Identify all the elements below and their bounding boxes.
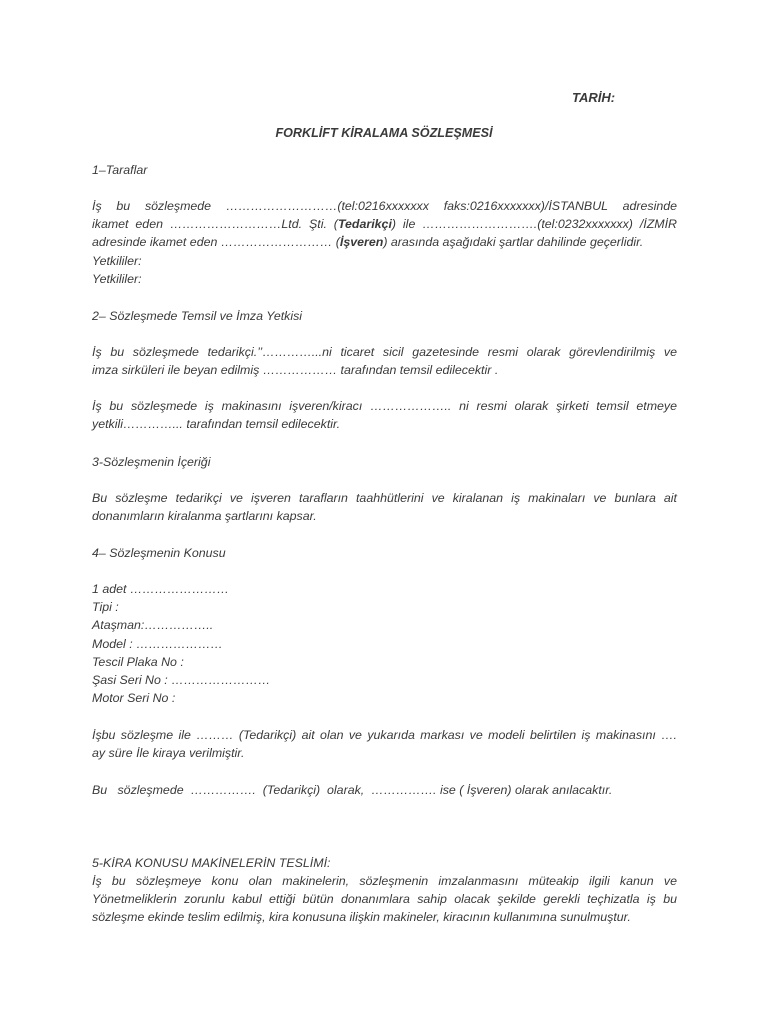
machine-detail-item: Model : ………………… [92, 636, 223, 651]
paragraph-line: İşbu sözleşme ile ……… (Tedarikçi) ait olan ve yukarıda markası ve modeli belirtilen iş makinasını …. [92, 728, 677, 742]
paragraph-line: ay süre İle kiraya verilmiştir. [92, 746, 245, 761]
section-2-heading: 2– Sözleşmede Temsil ve İmza Yetkisi [92, 309, 303, 323]
section-2-paragraph-2 [92, 397, 677, 433]
paragraph-line: yetkili…………... tarafından temsil edilecektir. [92, 417, 341, 432]
machine-detail-item: 1 adet …………………… [92, 582, 230, 596]
supplier-term: Tedarikçi [337, 217, 392, 232]
section-1-heading: 1–Taraflar [92, 163, 148, 177]
paragraph-line: Yönetmeliklerin zorunlu kabul ettiği bütün donanımlara sahip olacak şekilde gerekli teçhizatla iş bu [92, 892, 677, 907]
paragraph-line: İş bu sözleşmede ………………………(tel:0216xxxxxxx faks:0216xxxxxxx)/İSTANBUL adresinde [92, 199, 677, 213]
paragraph-line: İş bu sözleşmeye konu olan makinelerin, sözleşmenin imzalanmasını müteakip ilgili kanun ve [92, 874, 677, 888]
paragraph-line: sözleşme ekinde teslim edilmiş, kira konusuna ilişkin makineler, kiracının kullanımına sunulmuştur. [92, 910, 631, 925]
section-5-paragraph [92, 872, 677, 927]
section-2-paragraph-1 [92, 343, 677, 379]
employer-term: İşveren [339, 235, 384, 250]
document-title: FORKLİFT KİRALAMA SÖZLEŞMESİ [275, 126, 493, 140]
section-4-paragraph-1 [92, 726, 677, 762]
paragraph-line: Bu sözleşme tedarikçi ve işveren tarafların taahhütlerini ve kiralanan iş makinaları ve bunlara ait [92, 491, 677, 505]
paragraph-line: donanımların kiralanma şartlarını kapsar. [92, 509, 317, 524]
machine-details-list [92, 580, 677, 707]
paragraph-line: adresinde ikamet eden ……………………… (İşveren) arasında aşağıdaki şartlar dahilinde geçerlidir. [92, 235, 644, 250]
paragraph-line: Bu sözleşmede ……………. (Tedarikçi) olarak, ……………. ise ( İşveren) olarak anılacaktır. [92, 783, 613, 797]
paragraph-line: imza sirküleri ile beyan edilmiş ……………… tarafından temsil edilecektir . [92, 363, 499, 378]
authorized-label: Yetkililer: [92, 271, 142, 286]
section-1-paragraph [92, 197, 677, 288]
machine-detail-item: Motor Seri No : [92, 691, 176, 706]
section-4-paragraph-2 [92, 781, 677, 799]
section-3-heading: 3-Sözleşmenin İçeriği [92, 455, 211, 469]
authorized-label: Yetkililer: [92, 253, 142, 268]
machine-detail-item: Ataşman:…………….. [92, 618, 214, 633]
paragraph-line: ikamet eden ………………………Ltd. Şti. (Tedarikçi) ile ……………………….(tel:0232xxxxxxx) /İZMİR [92, 217, 677, 232]
machine-detail-item: Tipi : [92, 600, 119, 615]
machine-detail-item: Tescil Plaka No : [92, 654, 184, 669]
paragraph-line: İş bu sözleşmede iş makinasını işveren/kiracı ……………….. ni resmi olarak şirketi temsil etmeye [92, 399, 677, 413]
paragraph-line: İş bu sözleşmede tedarikçi.’’…………...ni ticaret sicil gazetesinde resmi olarak görevlendirilmiş ve [92, 345, 677, 359]
date-label: TARİH: [572, 90, 616, 105]
section-3-paragraph [92, 489, 677, 525]
section-5-heading: 5-KİRA KONUSU MAKİNELERİN TESLİMİ: [92, 856, 331, 870]
section-4-heading: 4– Sözleşmenin Konusu [92, 546, 226, 560]
machine-detail-item: Şasi Seri No : …………………… [92, 673, 271, 688]
